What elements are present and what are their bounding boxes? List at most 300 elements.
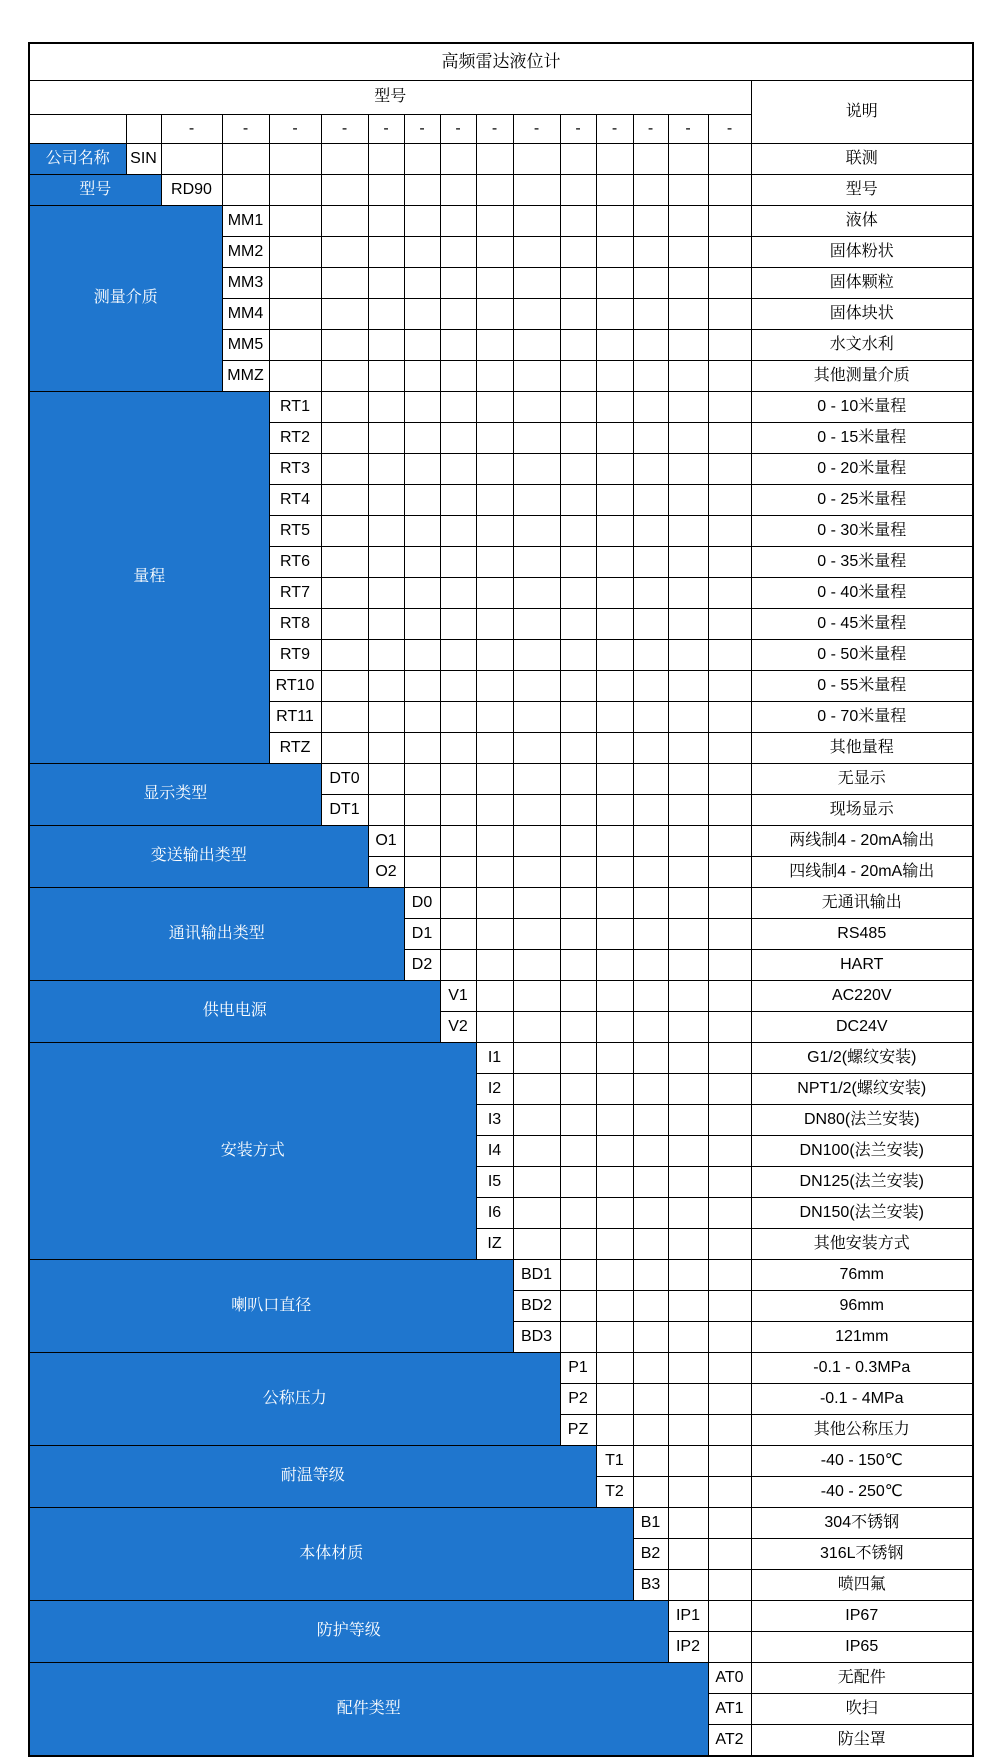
code-cell: IP2 (668, 1632, 708, 1663)
empty-cell (476, 237, 513, 268)
empty-cell (560, 733, 596, 764)
code-cell: RT3 (269, 454, 321, 485)
empty-cell (596, 1043, 633, 1074)
empty-cell (708, 361, 751, 392)
section-label: 本体材质 (29, 1508, 633, 1601)
description-cell: -0.1 - 4MPa (751, 1384, 973, 1415)
empty-cell (633, 1446, 668, 1477)
empty-cell (476, 826, 513, 857)
empty-cell (513, 268, 560, 299)
empty-cell (633, 640, 668, 671)
empty-cell (596, 454, 633, 485)
code-cell: MM2 (222, 237, 269, 268)
empty-cell (596, 981, 633, 1012)
empty-cell (321, 330, 368, 361)
empty-cell (440, 826, 476, 857)
empty-cell (321, 299, 368, 330)
empty-cell (560, 237, 596, 268)
empty-cell (513, 361, 560, 392)
empty-cell (476, 764, 513, 795)
empty-cell (633, 547, 668, 578)
empty-cell (368, 640, 404, 671)
empty-cell (668, 1384, 708, 1415)
empty-cell (321, 733, 368, 764)
empty-cell (560, 299, 596, 330)
empty-cell (668, 516, 708, 547)
code-cell: B2 (633, 1539, 668, 1570)
empty-cell (708, 950, 751, 981)
empty-cell (633, 764, 668, 795)
empty-cell (126, 115, 161, 144)
code-cell: PZ (560, 1415, 596, 1446)
empty-cell (560, 1167, 596, 1198)
description-cell: 0 - 45米量程 (751, 609, 973, 640)
code-cell: RT2 (269, 423, 321, 454)
empty-cell (476, 175, 513, 206)
empty-cell (560, 206, 596, 237)
empty-cell (596, 237, 633, 268)
description-cell: 0 - 55米量程 (751, 671, 973, 702)
empty-cell (513, 919, 560, 950)
empty-cell (404, 144, 440, 175)
empty-cell (708, 1384, 751, 1415)
empty-cell (476, 981, 513, 1012)
empty-cell (404, 237, 440, 268)
empty-cell (596, 702, 633, 733)
empty-cell (513, 392, 560, 423)
empty-cell (668, 1539, 708, 1570)
empty-cell (368, 454, 404, 485)
description-cell: 304不锈钢 (751, 1508, 973, 1539)
empty-cell (596, 330, 633, 361)
empty-cell (633, 981, 668, 1012)
empty-cell (596, 671, 633, 702)
description-cell: 吹扫 (751, 1694, 973, 1725)
description-cell: AC220V (751, 981, 973, 1012)
code-cell: RTZ (269, 733, 321, 764)
empty-cell (708, 1353, 751, 1384)
code-cell: BD3 (513, 1322, 560, 1353)
header-row (29, 81, 973, 115)
empty-cell (633, 1074, 668, 1105)
table-row (29, 144, 973, 175)
description-header: 说明 (751, 81, 973, 144)
empty-cell (633, 423, 668, 454)
empty-cell (560, 1260, 596, 1291)
description-cell: RS485 (751, 919, 973, 950)
empty-cell (404, 640, 440, 671)
description-cell: 防尘罩 (751, 1725, 973, 1757)
empty-cell (161, 144, 222, 175)
empty-cell (560, 671, 596, 702)
empty-cell (368, 795, 404, 826)
empty-cell (513, 547, 560, 578)
description-cell: 其他安装方式 (751, 1229, 973, 1260)
empty-cell (368, 175, 404, 206)
empty-cell (404, 454, 440, 485)
empty-cell (708, 237, 751, 268)
empty-cell (633, 1136, 668, 1167)
code-cell: DT0 (321, 764, 368, 795)
code-cell: D0 (404, 888, 440, 919)
empty-cell (708, 206, 751, 237)
empty-cell (476, 547, 513, 578)
empty-cell (596, 640, 633, 671)
empty-cell (404, 392, 440, 423)
empty-cell (708, 1632, 751, 1663)
model-selection-table (28, 42, 974, 1757)
empty-cell (708, 1539, 751, 1570)
empty-cell (560, 795, 596, 826)
empty-cell (440, 795, 476, 826)
empty-cell (222, 175, 269, 206)
separator-cell: - (321, 115, 368, 144)
empty-cell (668, 857, 708, 888)
section-label: 型号 (29, 175, 161, 206)
empty-cell (321, 516, 368, 547)
empty-cell (476, 330, 513, 361)
code-cell: BD2 (513, 1291, 560, 1322)
empty-cell (404, 268, 440, 299)
empty-cell (633, 1260, 668, 1291)
code-cell: MM5 (222, 330, 269, 361)
empty-cell (708, 1012, 751, 1043)
code-cell: I6 (476, 1198, 513, 1229)
empty-cell (513, 423, 560, 454)
empty-cell (708, 764, 751, 795)
code-cell: AT1 (708, 1694, 751, 1725)
empty-cell (29, 115, 126, 144)
empty-cell (708, 299, 751, 330)
empty-cell (668, 392, 708, 423)
code-cell: RT1 (269, 392, 321, 423)
separator-cell: - (404, 115, 440, 144)
empty-cell (668, 1570, 708, 1601)
empty-cell (668, 1446, 708, 1477)
table-row (29, 206, 973, 237)
description-cell: 0 - 25米量程 (751, 485, 973, 516)
empty-cell (708, 1167, 751, 1198)
description-cell: G1/2(螺纹安装) (751, 1043, 973, 1074)
separator-cell: - (368, 115, 404, 144)
description-cell: 无配件 (751, 1663, 973, 1694)
description-cell: IP67 (751, 1601, 973, 1632)
section-label: 安装方式 (29, 1043, 476, 1260)
empty-cell (321, 268, 368, 299)
empty-cell (708, 1477, 751, 1508)
empty-cell (708, 485, 751, 516)
empty-cell (368, 237, 404, 268)
empty-cell (440, 206, 476, 237)
empty-cell (560, 640, 596, 671)
empty-cell (513, 609, 560, 640)
empty-cell (633, 330, 668, 361)
empty-cell (708, 702, 751, 733)
empty-cell (476, 950, 513, 981)
empty-cell (708, 175, 751, 206)
empty-cell (560, 1105, 596, 1136)
empty-cell (633, 454, 668, 485)
empty-cell (560, 1229, 596, 1260)
empty-cell (668, 144, 708, 175)
empty-cell (596, 516, 633, 547)
description-cell: 无通讯输出 (751, 888, 973, 919)
empty-cell (633, 1105, 668, 1136)
empty-cell (708, 330, 751, 361)
empty-cell (668, 1508, 708, 1539)
empty-cell (668, 826, 708, 857)
description-cell: 液体 (751, 206, 973, 237)
empty-cell (708, 1322, 751, 1353)
empty-cell (560, 1136, 596, 1167)
empty-cell (633, 1322, 668, 1353)
empty-cell (368, 516, 404, 547)
section-label: 配件类型 (29, 1663, 708, 1757)
empty-cell (668, 764, 708, 795)
empty-cell (513, 1198, 560, 1229)
empty-cell (560, 981, 596, 1012)
empty-cell (668, 1477, 708, 1508)
empty-cell (404, 609, 440, 640)
empty-cell (668, 1198, 708, 1229)
empty-cell (513, 206, 560, 237)
empty-cell (596, 1074, 633, 1105)
empty-cell (596, 268, 633, 299)
empty-cell (476, 516, 513, 547)
description-cell: 联测 (751, 144, 973, 175)
section-label: 公称压力 (29, 1353, 560, 1446)
empty-cell (596, 485, 633, 516)
empty-cell (368, 268, 404, 299)
empty-cell (440, 640, 476, 671)
description-cell: 喷四氟 (751, 1570, 973, 1601)
code-cell: SIN (126, 144, 161, 175)
separator-cell: - (161, 115, 222, 144)
empty-cell (596, 547, 633, 578)
empty-cell (440, 671, 476, 702)
table-row (29, 1446, 973, 1477)
description-cell: IP65 (751, 1632, 973, 1663)
empty-cell (321, 361, 368, 392)
description-cell: 0 - 30米量程 (751, 516, 973, 547)
empty-cell (368, 299, 404, 330)
empty-cell (440, 392, 476, 423)
code-cell: RT6 (269, 547, 321, 578)
empty-cell (440, 330, 476, 361)
empty-cell (560, 547, 596, 578)
empty-cell (513, 1136, 560, 1167)
empty-cell (633, 237, 668, 268)
empty-cell (513, 175, 560, 206)
code-cell: RT9 (269, 640, 321, 671)
empty-cell (404, 516, 440, 547)
empty-cell (440, 609, 476, 640)
empty-cell (321, 609, 368, 640)
empty-cell (440, 299, 476, 330)
empty-cell (633, 609, 668, 640)
code-cell: D1 (404, 919, 440, 950)
empty-cell (368, 206, 404, 237)
empty-cell (440, 764, 476, 795)
empty-cell (560, 1291, 596, 1322)
separator-cell: - (513, 115, 560, 144)
description-cell: -40 - 150℃ (751, 1446, 973, 1477)
empty-cell (708, 1229, 751, 1260)
empty-cell (633, 733, 668, 764)
empty-cell (440, 454, 476, 485)
empty-cell (596, 1291, 633, 1322)
empty-cell (633, 516, 668, 547)
empty-cell (708, 1260, 751, 1291)
table-row (29, 1043, 973, 1074)
empty-cell (513, 1012, 560, 1043)
empty-cell (440, 857, 476, 888)
description-cell: -40 - 250℃ (751, 1477, 973, 1508)
empty-cell (668, 1229, 708, 1260)
empty-cell (596, 578, 633, 609)
code-cell: I5 (476, 1167, 513, 1198)
empty-cell (633, 1477, 668, 1508)
empty-cell (596, 1322, 633, 1353)
empty-cell (513, 795, 560, 826)
code-cell: I4 (476, 1136, 513, 1167)
empty-cell (560, 1012, 596, 1043)
description-cell: 0 - 15米量程 (751, 423, 973, 454)
empty-cell (269, 361, 321, 392)
empty-cell (513, 764, 560, 795)
description-cell: 两线制4 - 20mA输出 (751, 826, 973, 857)
code-cell: AT0 (708, 1663, 751, 1694)
empty-cell (633, 1229, 668, 1260)
empty-cell (560, 609, 596, 640)
description-cell: 96mm (751, 1291, 973, 1322)
empty-cell (596, 919, 633, 950)
code-cell: MMZ (222, 361, 269, 392)
empty-cell (596, 857, 633, 888)
empty-cell (633, 671, 668, 702)
description-cell: DN100(法兰安装) (751, 1136, 973, 1167)
empty-cell (513, 1229, 560, 1260)
empty-cell (440, 888, 476, 919)
empty-cell (708, 1415, 751, 1446)
description-cell: 现场显示 (751, 795, 973, 826)
empty-cell (476, 144, 513, 175)
empty-cell (668, 330, 708, 361)
empty-cell (633, 1198, 668, 1229)
table-row (29, 175, 973, 206)
empty-cell (560, 454, 596, 485)
empty-cell (596, 1384, 633, 1415)
section-label: 显示类型 (29, 764, 321, 826)
empty-cell (668, 578, 708, 609)
description-cell: 四线制4 - 20mA输出 (751, 857, 973, 888)
empty-cell (633, 578, 668, 609)
empty-cell (440, 268, 476, 299)
empty-cell (404, 578, 440, 609)
empty-cell (404, 857, 440, 888)
empty-cell (668, 1136, 708, 1167)
empty-cell (560, 423, 596, 454)
code-cell: V2 (440, 1012, 476, 1043)
empty-cell (560, 919, 596, 950)
empty-cell (404, 547, 440, 578)
empty-cell (321, 206, 368, 237)
empty-cell (668, 1415, 708, 1446)
empty-cell (708, 1043, 751, 1074)
empty-cell (596, 1136, 633, 1167)
empty-cell (513, 330, 560, 361)
empty-cell (708, 1601, 751, 1632)
description-cell: 0 - 70米量程 (751, 702, 973, 733)
empty-cell (269, 237, 321, 268)
empty-cell (596, 1167, 633, 1198)
table-row (29, 392, 973, 423)
empty-cell (708, 640, 751, 671)
empty-cell (708, 547, 751, 578)
section-label: 测量介质 (29, 206, 222, 392)
code-cell: RT11 (269, 702, 321, 733)
empty-cell (321, 671, 368, 702)
empty-cell (708, 1105, 751, 1136)
empty-cell (708, 1446, 751, 1477)
empty-cell (708, 454, 751, 485)
empty-cell (668, 640, 708, 671)
code-cell: B1 (633, 1508, 668, 1539)
empty-cell (596, 1012, 633, 1043)
empty-cell (321, 237, 368, 268)
description-cell: 0 - 20米量程 (751, 454, 973, 485)
empty-cell (633, 950, 668, 981)
description-cell: 0 - 50米量程 (751, 640, 973, 671)
empty-cell (633, 826, 668, 857)
empty-cell (596, 1353, 633, 1384)
empty-cell (668, 206, 708, 237)
empty-cell (560, 578, 596, 609)
empty-cell (668, 1074, 708, 1105)
code-cell: P2 (560, 1384, 596, 1415)
description-cell: DC24V (751, 1012, 973, 1043)
empty-cell (668, 1167, 708, 1198)
code-cell: AT2 (708, 1725, 751, 1757)
empty-cell (596, 423, 633, 454)
empty-cell (668, 547, 708, 578)
empty-cell (560, 950, 596, 981)
empty-cell (368, 423, 404, 454)
empty-cell (513, 1167, 560, 1198)
empty-cell (321, 454, 368, 485)
empty-cell (633, 702, 668, 733)
code-cell: DT1 (321, 795, 368, 826)
empty-cell (668, 733, 708, 764)
empty-cell (596, 1415, 633, 1446)
empty-cell (513, 702, 560, 733)
empty-cell (633, 392, 668, 423)
description-cell: -0.1 - 0.3MPa (751, 1353, 973, 1384)
empty-cell (321, 578, 368, 609)
empty-cell (668, 454, 708, 485)
empty-cell (560, 268, 596, 299)
separator-cell: - (269, 115, 321, 144)
empty-cell (476, 485, 513, 516)
code-cell: MM4 (222, 299, 269, 330)
empty-cell (321, 702, 368, 733)
empty-cell (222, 144, 269, 175)
title-row (29, 43, 973, 81)
empty-cell (708, 795, 751, 826)
empty-cell (668, 361, 708, 392)
empty-cell (440, 361, 476, 392)
code-cell: RT7 (269, 578, 321, 609)
